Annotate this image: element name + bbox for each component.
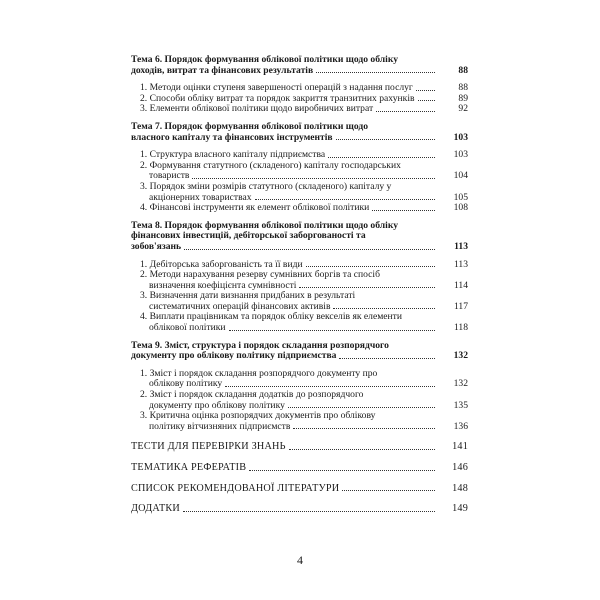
- entry-text-line: визначення коефіцієнта сумнівності: [149, 279, 297, 291]
- page-ref: 92: [458, 103, 468, 115]
- page-ref: 148: [452, 482, 468, 494]
- page-ref: 132: [453, 378, 468, 390]
- dot-leader: [316, 72, 435, 73]
- dot-leader: [342, 490, 435, 491]
- entry-text-line: 2. Методи нарахування резерву сумнівних боргів та спосіб: [140, 269, 380, 281]
- entry-text-line: документу про облікову політику: [149, 399, 285, 411]
- entry-text-line: 2. Зміст і порядок складання додатків до розпорядчого: [140, 389, 364, 401]
- page-ref: 88: [458, 82, 468, 94]
- page-ref: 132: [453, 350, 468, 362]
- dot-leader: [418, 100, 435, 101]
- toc-section: [131, 442, 468, 453]
- dot-leader: [299, 287, 435, 288]
- entry-text-line: 3. Елементи облікової політики щодо виробничих витрат: [140, 103, 374, 115]
- entry-text-line: доходів, витрат та фінансових результатів: [131, 64, 314, 76]
- toc-subitem: [131, 161, 468, 182]
- table-of-contents: [131, 55, 468, 515]
- entry-text-line: 1. Зміст і порядок складання розпорядчого документу про: [140, 367, 378, 379]
- entry-text-line: 3. Критична оцінка розпорядчих документів про облікову: [140, 410, 376, 422]
- entry-text-line: Тема 7. Порядок формування облікової політики щодо: [131, 120, 369, 132]
- entry-text-line: облікової політики: [149, 322, 226, 334]
- toc-topic: [131, 221, 468, 253]
- toc-subitem: [131, 203, 468, 214]
- page-ref: 108: [453, 202, 468, 214]
- page-ref: 104: [453, 170, 468, 182]
- entry-text-line: документу про облікову політику підприємства: [131, 350, 337, 362]
- entry-text-line: власного капіталу та фінансових інструментів: [131, 131, 333, 143]
- entry-text-line: зобов'язань: [131, 240, 182, 252]
- page-ref: 114: [453, 279, 468, 291]
- dot-leader: [376, 111, 435, 112]
- entry-text-line: 3. Визначення дати визнання придбаних в результаті: [140, 290, 356, 302]
- dot-leader: [339, 358, 435, 359]
- entry-text-line: 3. Порядок зміни розмірів статутного (складеного) капіталу у: [140, 180, 392, 192]
- entry-text-line: 2. Способи обліку витрат та порядок закриття транзитних рахунків: [140, 92, 415, 104]
- page-ref: 141: [452, 441, 468, 453]
- entry-text-line: СПИСОК РЕКОМЕНДОВАНОЇ ЛІТЕРАТУРИ: [131, 482, 340, 494]
- page-ref: 117: [453, 300, 468, 312]
- toc-subitem: [131, 291, 468, 312]
- page-ref: 113: [454, 240, 468, 252]
- entry-text-line: ТЕМАТИКА РЕФЕРАТІВ: [131, 462, 247, 473]
- dot-leader: [293, 428, 435, 429]
- toc-subitem: [131, 411, 468, 432]
- entry-text-line: систематичних операцій фінансових активів: [149, 300, 331, 312]
- toc-section: [131, 484, 468, 495]
- page-ref: 89: [458, 92, 468, 104]
- dot-leader: [183, 511, 435, 512]
- dot-leader: [336, 139, 435, 140]
- dot-leader: [192, 178, 435, 179]
- entry-text-line: 1. Дебіторська заборгованість та її види: [140, 258, 303, 270]
- page-ref: 103: [453, 131, 468, 143]
- dot-leader: [229, 330, 435, 331]
- page-ref: 146: [452, 462, 468, 473]
- entry-text-line: ТЕСТИ ДЛЯ ПЕРЕВІРКИ ЗНАНЬ: [131, 441, 286, 453]
- entry-text-line: Тема 8. Порядок формування облікової політики щодо обліку: [131, 219, 399, 231]
- dot-leader: [289, 449, 435, 450]
- toc-topic: [131, 55, 468, 76]
- toc-subitem: [131, 312, 468, 333]
- entry-text-line: Тема 9. Зміст, структура і порядок складання розпорядчого: [131, 339, 389, 351]
- page-ref: 88: [458, 64, 468, 76]
- entry-text-line: 1. Методи оцінки ступеня завершеності операцій з надання послуг: [140, 82, 413, 94]
- entry-text-line: ДОДАТКИ: [131, 503, 180, 515]
- entry-text-line: Тема 6. Порядок формування облікової політики щодо обліку: [131, 54, 399, 65]
- toc-section: [131, 463, 468, 474]
- entry-text-line: 2. Формування статутного (складеного) капіталу господарських: [140, 159, 401, 171]
- entry-text-line: 4. Виплати працівникам та порядок обліку векселів як елементи: [140, 311, 403, 323]
- toc-section: [131, 504, 468, 515]
- dot-leader: [416, 90, 435, 91]
- dot-leader: [225, 386, 435, 387]
- page-ref: 135: [453, 399, 468, 411]
- toc-subitem: [131, 182, 468, 203]
- dot-leader: [288, 407, 435, 408]
- dot-leader: [328, 157, 435, 158]
- toc-topic: [131, 122, 468, 143]
- page-ref: 149: [452, 503, 468, 515]
- entry-text-line: політику вітчизняних підприємств: [149, 420, 291, 432]
- page-ref: 118: [453, 322, 468, 334]
- dot-leader: [333, 308, 435, 309]
- entry-text-line: фінансових інвестицій, дебіторської заборгованості та: [131, 230, 366, 242]
- page-number: 4: [297, 553, 303, 567]
- page-ref: 113: [453, 258, 468, 270]
- page-ref: 103: [453, 149, 468, 161]
- dot-leader: [184, 249, 435, 250]
- entry-text-line: товариств: [149, 170, 190, 182]
- dot-leader: [249, 470, 435, 471]
- toc-subitem: [131, 104, 468, 115]
- page-ref: 105: [453, 191, 468, 203]
- entry-text-line: облікову політику: [149, 378, 223, 390]
- toc-topic: [131, 341, 468, 362]
- entry-text-line: 4. Фінансові інструменти як елемент облікової політики: [140, 202, 370, 214]
- toc-subitem: [131, 369, 468, 390]
- entry-text-line: 1. Структура власного капіталу підприємства: [140, 149, 326, 161]
- dot-leader: [255, 199, 435, 200]
- page-ref: 136: [453, 420, 468, 432]
- toc-subitem: [131, 270, 468, 291]
- toc-subitem: [131, 390, 468, 411]
- entry-text-line: акціонерних товариствах: [149, 191, 252, 203]
- dot-leader: [372, 210, 435, 211]
- dot-leader: [306, 266, 435, 267]
